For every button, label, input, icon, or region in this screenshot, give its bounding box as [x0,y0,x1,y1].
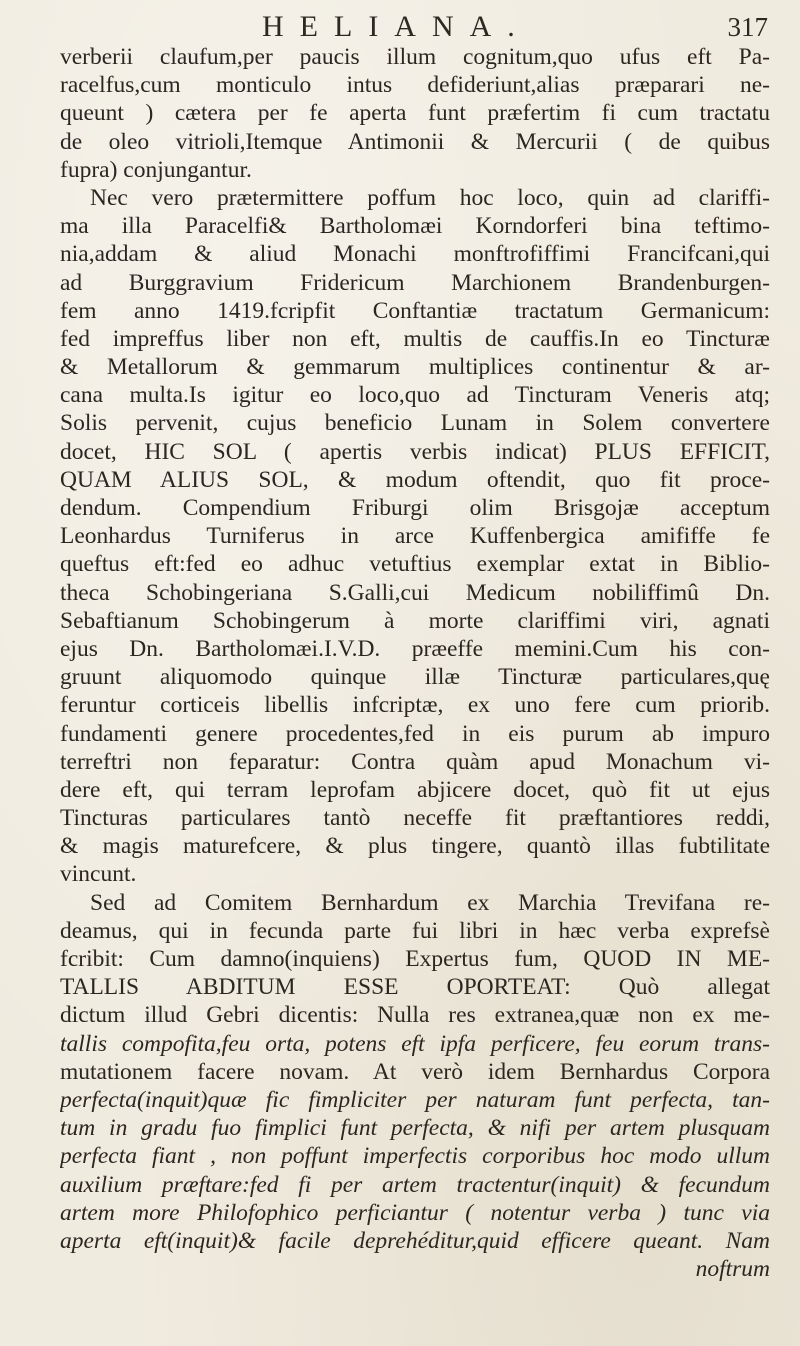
text-line: terreftri non feparatur: Contra quàm apud Monachum vi- [60,748,770,775]
text-line: queftus eft:fed eo adhuc vetuftius exemplar extat in Biblio- [60,551,770,578]
text-line: mutationem facere novam. At verò idem Bernhardus Corpora [60,1058,770,1085]
text-line: queunt ) cætera per fe aperta funt præfertim fi cum tractatu [60,100,770,127]
text-line: ma illa Paracelfi& Bartholomæi Korndorferi bina teftimo- [60,213,770,240]
text-line: tum in gradu fuo fimplici funt perfecta, & nifi per artem plusquam [60,1115,770,1142]
text-line: Solis pervenit, cujus beneficio Lunam in Solem convertere [60,410,770,437]
text-line: Nec vero prætermittere poffum hoc loco, quin ad clariffi- [90,184,770,211]
text-line: fcribit: Cum damno(inquiens) Expertus fum, QUOD IN ME- [60,946,770,972]
text-line: Leonhardus Turniferus in arce Kuffenbergica amififfe fe [60,523,770,550]
text-line: theca Schobingeriana S.Galli,cui Medicum nobiliffimû Dn. [60,579,770,606]
text-line: aperta eft(inquit)& facile deprehéditur,quid efficere queant. Nam [60,1227,770,1254]
text-line: deamus, qui in fecunda parte fui libri in hæc verba exprefsè [60,917,770,944]
text-line: fupra) conjungantur. [60,156,252,183]
text-line: verberii claufum,per paucis illum cognitum,quo ufus eft Pa- [60,44,770,70]
text-line: gruunt aliquomodo quinque illæ Tincturæ particulares,quę [60,664,770,691]
text-line: docet, HIC SOL ( apertis verbis indicat) PLUS EFFICIT, [60,438,770,465]
text-line: racelfus,cum monticulo intus defideriunt,alias præparari ne- [60,72,770,99]
text-line: QUAM ALIUS SOL, & modum oftendit, quo fit proce- [60,466,770,493]
text-line: dere eft, qui terram leprofam abjicere docet, quò fit ut ejus [60,776,770,803]
text-line: artem more Philofophico perficiantur ( notentur verba ) tunc via [60,1199,770,1226]
text-line: tallis compofita,feu orta, potens eft ipfa perficere, feu eorum trans- [60,1030,770,1057]
text-line: Tincturas particulares tantò neceffe fit præftantiores reddi, [60,805,770,832]
text-line: dendum. Compendium Friburgi olim Brisgojæ acceptum [60,495,770,521]
text-line: ejus Dn. Bartholomæi.I.V.D. præeffe memini.Cum his con- [60,635,770,662]
text-line: de oleo vitrioli,Itemque Antimonii & Mercurii ( de quibus [60,128,770,155]
text-line: perfecta fiant , non poffunt imperfectis corporibus hoc modo ullum [60,1143,770,1170]
running-title: HELIANA. [262,10,531,43]
text-line: & Metallorum & gemmarum multiplices continentur & ar- [60,354,770,381]
text-line: ad Burggravium Fridericum Marchionem Brandenburgen- [60,269,770,296]
text-line: perfecta(inquit)quæ fic fimpliciter per naturam funt perfecta, tan- [60,1086,770,1113]
text-line: vincunt. [60,861,137,888]
catchword: noftrum [695,1256,770,1283]
text-line: Sed ad Comitem Bernhardum ex Marchia Trevifana re- [90,889,770,916]
text-line: Sebaftianum Schobingerum à morte clariffimi viri, agnati [60,607,770,634]
text-line: fundamenti genere procedentes,fed in eis purum ab impuro [60,720,770,747]
text-line: TALLIS ABDITUM ESSE OPORTEAT: Quò allegat [60,974,770,1001]
text-line: cana multa.Is igitur eo loco,quo ad Tincturam Veneris atq; [60,382,770,409]
text-line: feruntur corticeis libellis infcriptæ, ex uno fere cum priorib. [60,692,770,719]
text-line: dictum illud Gebri dicentis: Nulla res extranea,quæ non ex me- [60,1002,770,1029]
text-line: & magis maturefcere, & plus tingere, quantò illas fubtilitate [60,833,770,860]
page-number: 317 [727,12,768,42]
text-line: nia,addam & aliud Monachi monftrofiffimi Francifcani,qui [60,241,770,268]
text-line: fed impreffus liber non eft, multis de cauffis.In eo Tincturæ [60,325,770,352]
text-line: auxilium præftare:fed fi per artem tractentur(inquit) & fecundum [60,1171,770,1198]
text-line: fem anno 1419.fcripfit Conftantiæ tractatum Germanicum: [60,297,770,324]
text-body [60,43,770,1283]
